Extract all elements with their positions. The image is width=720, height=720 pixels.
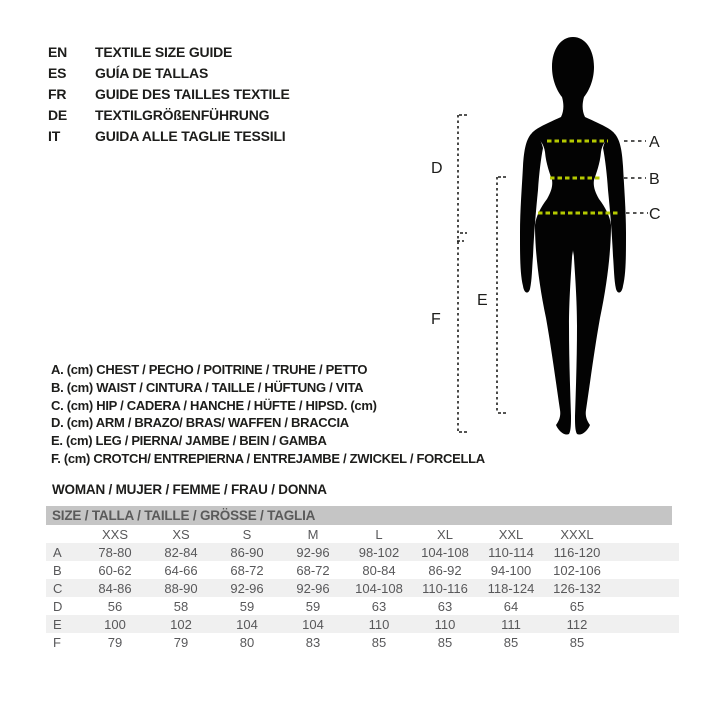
measurement-legend-row: C. (cm) HIP / CADERA / HANCHE / HÜFTE / HIPSD. (cm) [51, 397, 377, 413]
size-value-cell: 98-102 [358, 544, 400, 560]
size-value-cell: 80 [239, 634, 255, 650]
size-column-header-row [46, 525, 679, 543]
language-title-list [48, 41, 290, 146]
crotch-label: F [431, 311, 441, 328]
size-value-cell: 118-124 [487, 580, 535, 596]
size-column-header: XXS [101, 526, 128, 542]
size-value-cell: 85 [569, 634, 585, 650]
measurement-legend-row: D. (cm) ARM / BRAZO/ BRAS/ WAFFEN / BRACCIA [51, 415, 349, 431]
size-column-header: XXXL [560, 526, 594, 542]
size-table-row [46, 597, 679, 615]
filler-cell [610, 561, 679, 579]
size-value-cell: 84-86 [98, 580, 132, 596]
size-table-row [46, 561, 679, 579]
size-value-cell: 58 [173, 598, 189, 614]
size-column-header: M [307, 526, 319, 542]
measurement-legend-row: F. (cm) CROTCH/ ENTREPIERNA / ENTREJAMBE / ZWICKEL / FORCELLA [51, 450, 485, 466]
guide-title: TEXTILE SIZE GUIDE [95, 43, 233, 60]
woman-silhouette-icon [520, 37, 626, 435]
language-code: FR [48, 85, 67, 102]
size-value-cell: 59 [239, 598, 255, 614]
size-column-header: XS [172, 526, 190, 542]
waist-label: B [649, 171, 660, 188]
measure-row-label: D [53, 598, 63, 614]
chest-label: A [649, 134, 660, 151]
size-value-cell: 94-100 [490, 562, 532, 578]
size-value-cell: 78-80 [98, 544, 132, 560]
size-value-cell: 104 [302, 616, 324, 632]
filler-cell [610, 615, 679, 633]
guide-title: TEXTILGRÖßENFÜHRUNG [95, 106, 270, 123]
size-value-cell: 63 [437, 598, 453, 614]
size-value-cell: 63 [371, 598, 387, 614]
size-value-cell: 56 [107, 598, 123, 614]
size-value-cell: 79 [107, 634, 123, 650]
size-table [46, 525, 679, 651]
language-code: DE [48, 106, 68, 123]
size-value-cell: 88-90 [164, 580, 198, 596]
size-value-cell: 110-116 [422, 580, 468, 596]
size-value-cell: 85 [503, 634, 519, 650]
measure-row-label: A [53, 544, 62, 560]
size-value-cell: 85 [437, 634, 453, 650]
size-column-header: L [375, 526, 383, 542]
gender-heading: WOMAN / MUJER / FEMME / FRAU / DONNA [52, 482, 327, 497]
language-code: ES [48, 64, 67, 81]
size-value-cell: 79 [173, 634, 189, 650]
size-value-cell: 60-62 [98, 562, 132, 578]
guide-title: GUIDE DES TAILLES TEXTILE [95, 85, 290, 102]
measurement-legend [51, 361, 485, 468]
size-value-cell: 82-84 [164, 544, 198, 560]
size-value-cell: 110-114 [488, 544, 534, 560]
size-value-cell: 68-72 [296, 562, 330, 578]
guide-title: GUIDA ALLE TAGLIE TESSILI [95, 127, 286, 144]
measurement-legend-row: A. (cm) CHEST / PECHO / POITRINE / TRUHE / PETTO [51, 362, 368, 377]
size-value-cell: 64 [503, 598, 519, 614]
size-table-row [46, 543, 679, 561]
language-code: EN [48, 43, 68, 60]
arm-label: D [431, 160, 443, 177]
size-value-cell: 92-96 [230, 580, 264, 596]
guide-title: GUÍA DE TALLAS [95, 64, 209, 81]
language-title-row [48, 104, 290, 125]
language-title-row [48, 62, 290, 83]
size-column-header: XXL [498, 526, 524, 542]
size-value-cell: 100 [104, 616, 126, 632]
measure-pointer-dashes [624, 141, 648, 213]
size-table-section [46, 506, 672, 651]
size-value-cell: 112 [566, 616, 588, 632]
size-value-cell: 104-108 [355, 580, 403, 596]
size-value-cell: 86-90 [230, 544, 264, 560]
language-title-row [48, 41, 290, 62]
filler-cell [610, 579, 679, 597]
size-value-cell: 111 [501, 616, 521, 632]
size-table-row [46, 579, 679, 597]
filler-cell [610, 633, 679, 651]
size-value-cell: 85 [371, 634, 387, 650]
size-value-cell: 126-132 [553, 580, 601, 596]
leg-label: E [477, 292, 488, 309]
measurement-legend-row: E. (cm) LEG / PIERNA/ JAMBE / BEIN / GAMBA [51, 433, 327, 449]
measurement-legend-row: B. (cm) WAIST / CINTURA / TAILLE / HÜFTUNG / VITA [51, 379, 364, 395]
size-value-cell: 110 [434, 616, 456, 632]
size-value-cell: 92-96 [296, 580, 330, 596]
size-value-cell: 102-106 [553, 562, 601, 578]
measure-row-label: B [53, 562, 62, 578]
measure-row-label: F [53, 634, 61, 650]
size-column-header: S [242, 526, 252, 542]
size-value-cell: 64-66 [164, 562, 198, 578]
size-value-cell: 104 [236, 616, 258, 632]
size-table-row [46, 633, 679, 651]
size-value-cell: 104-108 [421, 544, 469, 560]
hip-label: C [649, 206, 661, 223]
corner-cell [46, 525, 82, 543]
size-value-cell: 102 [170, 616, 192, 632]
size-value-cell: 68-72 [230, 562, 264, 578]
filler-cell [610, 543, 679, 561]
measure-row-label: E [53, 616, 62, 632]
size-value-cell: 59 [305, 598, 321, 614]
size-column-header: XL [437, 526, 453, 542]
language-title-row [48, 83, 290, 104]
size-value-cell: 65 [569, 598, 585, 614]
size-value-cell: 110 [368, 616, 390, 632]
measure-row-label: C [53, 580, 63, 596]
size-value-cell: 83 [305, 634, 321, 650]
size-value-cell: 116-120 [553, 544, 601, 560]
filler-cell [610, 525, 679, 543]
size-value-cell: 92-96 [296, 544, 330, 560]
filler-cell [610, 597, 679, 615]
size-value-cell: 80-84 [362, 562, 396, 578]
language-title-row [48, 125, 290, 146]
size-table-title-bar: SIZE / TALLA / TAILLE / GRÖSSE / TAGLIA [46, 506, 672, 525]
language-code: IT [48, 127, 61, 144]
size-value-cell: 86-92 [428, 562, 462, 578]
size-table-row [46, 615, 679, 633]
